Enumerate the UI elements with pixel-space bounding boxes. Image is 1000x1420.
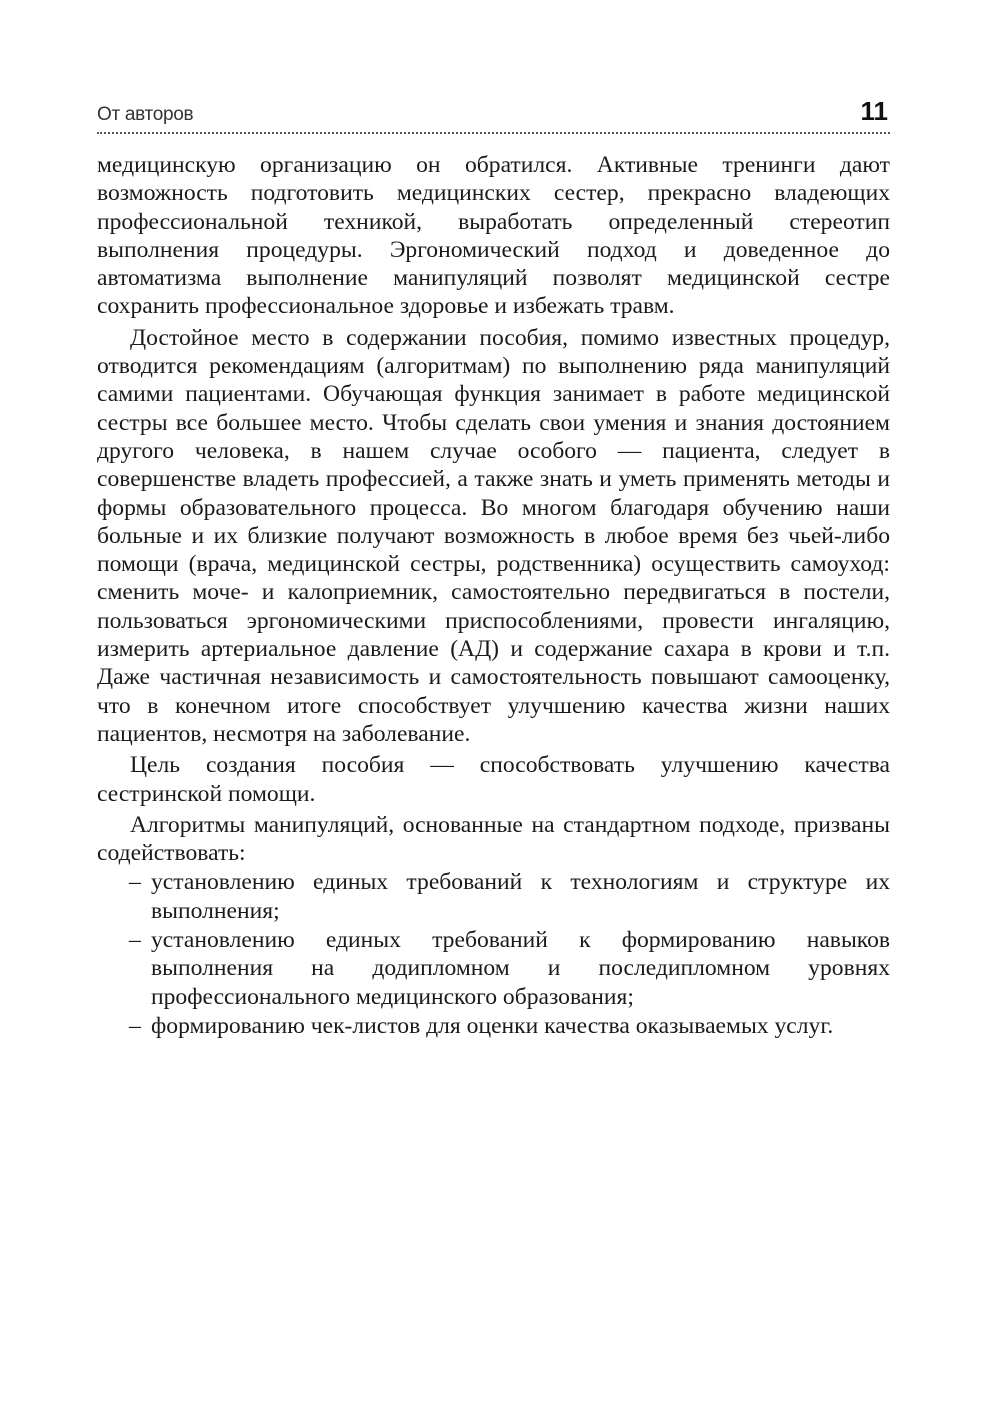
list-dash: – bbox=[129, 869, 141, 896]
list-item bbox=[97, 926, 890, 1011]
list-item-text: установлению единых требований к формированию навыков выполнения на додипломном и последипломном уровнях профессионального медицинского образования; bbox=[151, 927, 890, 1010]
paragraph-2: Достойное место в содержании пособия, помимо известных процедур, отводится рекомендациям (алгоритмам) по выполнению ряда манипуляций самими пациентами. Обучающая функция занимает в работе медицинской сестры все большее место. Чтобы сделать свои умения и знания достоянием другого человека, в нашем случае особого — пациента, следует в совершенстве владеть профессией, а также знать и уметь применять методы и формы образовательного процесса. Во многом благодаря обучению наши больные и их близкие получают возможность в любое время без чьей-либо помощи (врача, медицинской сестры, родственника) осуществить самоуход: сменить моче- и калоприемник, самостоятельно передвигаться в постели, пользоваться эргономическими приспособлениями, провести ингаляцию, измерить артериальное давление (АД) и содержание сахара в крови и т.п. Даже частичная независимость и самостоятельность повышают самооценку, что в конечном итоге способствует улучшению качества жизни наших пациентов, несмотря на заболевание. bbox=[97, 324, 890, 747]
list-item-text: установлению единых требований к технологиям и структуре их выполнения; bbox=[151, 869, 890, 924]
running-title: От авторов bbox=[97, 104, 194, 125]
list-dash: – bbox=[129, 927, 141, 954]
list-dash: – bbox=[129, 1012, 141, 1039]
list-item-text: формированию чек-листов для оценки качества оказываемых услуг. bbox=[151, 1012, 834, 1039]
list-item bbox=[97, 868, 890, 925]
paragraph-3: Цель создания пособия — способствовать улучшению качества сестринской помощи. bbox=[97, 752, 890, 807]
body-text bbox=[97, 151, 890, 1040]
paragraph-1: медицинскую организацию он обратился. Активные тренинги дают возможность подготовить медицинских сестер, прекрасно владеющих профессиональной техникой, выработать определенный стереотип выполнения процедуры. Эргономический подход и доведенное до автоматизма выполнение манипуляций позволят медицинской сестре сохранить профессиональное здоровье и избежать травм. bbox=[97, 152, 890, 320]
page-number: 11 bbox=[860, 96, 888, 126]
paragraph-4: Алгоритмы манипуляций, основанные на стандартном подходе, призваны содействовать: bbox=[97, 811, 890, 867]
page bbox=[97, 92, 890, 1040]
list-item bbox=[97, 1012, 890, 1040]
goal-list bbox=[97, 868, 890, 1040]
running-head bbox=[97, 92, 890, 134]
